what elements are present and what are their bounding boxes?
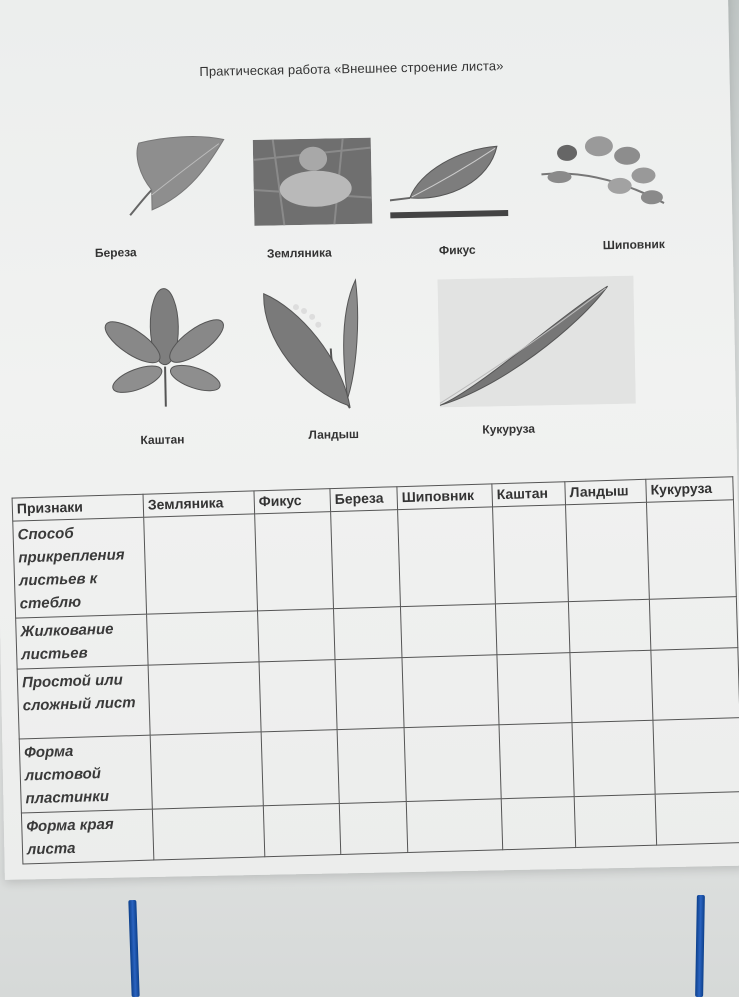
row-header: Форма листовой пластинки bbox=[19, 735, 152, 813]
column-header: Кукуруза bbox=[646, 477, 734, 503]
table-cell[interactable] bbox=[148, 662, 261, 735]
table-cell[interactable] bbox=[333, 607, 401, 660]
table-cell[interactable] bbox=[404, 725, 501, 802]
table-cell[interactable] bbox=[646, 500, 736, 600]
label-strawberry: Земляника bbox=[266, 245, 332, 261]
row-header: Жилкование листьев bbox=[16, 614, 148, 669]
table-cell[interactable] bbox=[497, 653, 572, 725]
table-cell[interactable] bbox=[493, 505, 569, 604]
row-header: Форма края листа bbox=[21, 809, 153, 864]
ficus-leaf-image bbox=[389, 140, 513, 226]
table-cell[interactable] bbox=[339, 802, 407, 855]
birch-leaf-image bbox=[119, 133, 231, 225]
table-cell[interactable] bbox=[651, 648, 739, 721]
column-header: Каштан bbox=[492, 482, 566, 507]
table-cell[interactable] bbox=[649, 597, 737, 651]
column-header: Шиповник bbox=[397, 484, 493, 510]
column-header: Береза bbox=[330, 487, 398, 512]
table-cell[interactable] bbox=[331, 510, 401, 609]
table-cell[interactable] bbox=[495, 602, 569, 655]
column-header: Земляника bbox=[143, 491, 255, 517]
column-header: Признаки bbox=[12, 494, 144, 521]
table-cell[interactable] bbox=[655, 792, 739, 846]
table-cell[interactable] bbox=[150, 732, 263, 809]
table-cell[interactable] bbox=[501, 797, 575, 850]
table-cell[interactable] bbox=[152, 806, 264, 860]
table-cell[interactable] bbox=[259, 660, 337, 732]
table-cell[interactable] bbox=[400, 604, 496, 658]
label-rosehip: Шиповник bbox=[602, 237, 665, 253]
table-cell[interactable] bbox=[566, 502, 650, 601]
row-header: Простой или сложный лист bbox=[17, 665, 150, 739]
table-cell[interactable] bbox=[402, 655, 499, 728]
label-ficus: Фикус bbox=[438, 242, 476, 258]
table-cell[interactable] bbox=[335, 658, 404, 730]
table-cell[interactable] bbox=[406, 799, 502, 853]
chestnut-leaf-image bbox=[102, 285, 228, 409]
label-chestnut: Каштан bbox=[140, 432, 185, 448]
table-cell[interactable] bbox=[572, 720, 655, 796]
row-header: Способ прикрепления листьев к стеблю bbox=[13, 517, 147, 618]
label-corn: Кукуруза bbox=[482, 421, 536, 437]
column-header: Ландыш bbox=[565, 479, 647, 504]
corn-leaf-image bbox=[437, 276, 635, 408]
table-cell[interactable] bbox=[570, 650, 653, 722]
table-cell[interactable] bbox=[574, 794, 656, 847]
table-cell[interactable] bbox=[144, 514, 258, 614]
label-lily: Ландыш bbox=[308, 426, 360, 442]
table-cell[interactable] bbox=[499, 723, 574, 799]
lily-of-the-valley-image bbox=[259, 278, 362, 414]
table-cell[interactable] bbox=[653, 718, 739, 795]
page-title: Практическая работа «Внешнее строение листа» bbox=[199, 58, 504, 79]
table-cell[interactable] bbox=[568, 599, 650, 652]
table-cell[interactable] bbox=[337, 728, 406, 804]
table-cell[interactable] bbox=[258, 609, 335, 662]
strawberry-leaf-image bbox=[253, 138, 373, 226]
table-cell[interactable] bbox=[398, 507, 496, 607]
table-cell[interactable] bbox=[263, 804, 340, 857]
table-cell[interactable] bbox=[261, 730, 339, 806]
table-cell[interactable] bbox=[147, 611, 259, 665]
rosehip-leaf-image bbox=[539, 127, 669, 215]
label-birch: Береза bbox=[94, 245, 137, 260]
column-header: Фикус bbox=[254, 489, 331, 514]
traits-table bbox=[12, 476, 739, 864]
table-cell[interactable] bbox=[255, 512, 334, 611]
